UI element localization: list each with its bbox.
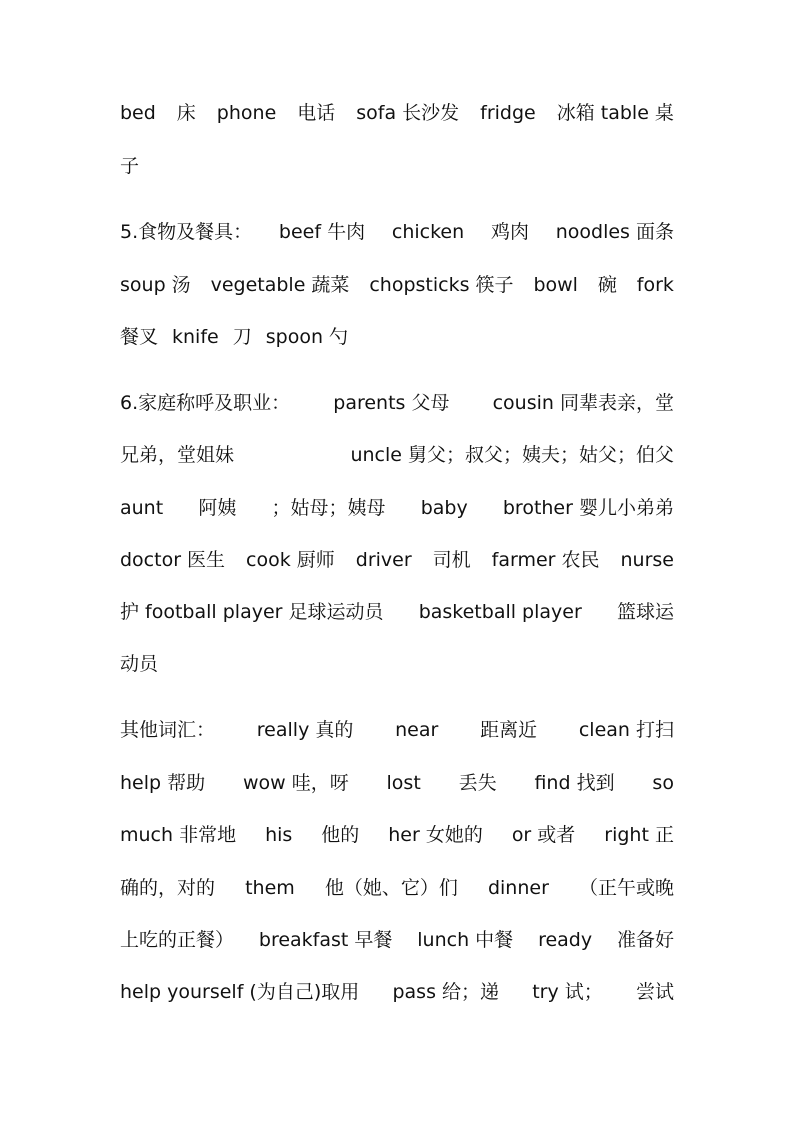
text-line (120, 978, 674, 1006)
vocab-token: phone (216, 102, 277, 124)
text-line (120, 598, 674, 626)
vocab-token: bed (120, 102, 156, 124)
vocab-token: 5.食物及餐具： (120, 221, 253, 243)
vocab-token: so (652, 772, 674, 794)
text-line (120, 323, 674, 351)
text-line (120, 494, 674, 522)
text-line (120, 821, 674, 849)
vocab-token: uncle 舅父；叔父；姨夫；姑父；伯父 (350, 444, 674, 466)
vocab-token: wow 哇，呀 (242, 772, 349, 794)
vocab-token: knife (172, 326, 219, 348)
text-line (120, 926, 674, 954)
vocab-token: 尝试 (635, 981, 674, 1003)
vocab-token: or 或者 (511, 824, 576, 846)
vocab-token: aunt (120, 497, 164, 519)
vocab-token: chopsticks 筷子 (369, 274, 514, 296)
vocab-token: baby (420, 497, 468, 519)
vocab-token: help 帮助 (120, 772, 206, 794)
vocab-token: 上吃的正餐） (120, 929, 235, 951)
vocab-token: much 非常地 (120, 824, 237, 846)
vocab-token: doctor 医生 (120, 549, 226, 571)
vocab-token: dinner (487, 877, 549, 899)
vocab-token: 子 (120, 155, 140, 177)
vocab-token: clean 打扫 (578, 719, 674, 741)
vocab-token: sofa 长沙发 (356, 102, 460, 124)
vocab-token: 鸡肉 (490, 221, 529, 243)
vocab-token: near (395, 719, 439, 741)
vocab-token: nurse (620, 549, 674, 571)
vocab-token: fridge (480, 102, 536, 124)
vocab-token: beef 牛肉 (278, 221, 366, 243)
vocab-token: pass 给；递 (392, 981, 500, 1003)
vocab-token: 阿姨 (198, 497, 237, 519)
text-line (120, 874, 674, 902)
text-line (120, 389, 674, 417)
vocab-token: 他的 (321, 824, 360, 846)
vocab-token: cook 厨师 (246, 549, 335, 571)
vocab-token: 电话 (297, 102, 336, 124)
vocab-token: ready (538, 929, 593, 951)
vocab-token: brother 婴儿小弟弟 (502, 497, 674, 519)
text-line (120, 441, 674, 469)
vocab-token: find 找到 (534, 772, 615, 794)
vocab-token: 丢失 (458, 772, 497, 794)
vocab-token: fork (636, 274, 674, 296)
vocab-token: vegetable 蔬菜 (210, 274, 350, 296)
text-line (120, 152, 674, 180)
text-line (120, 218, 674, 246)
vocab-token: ；姑母；姨母 (271, 497, 386, 519)
text-line (120, 99, 674, 127)
vocab-token: farmer 农民 (491, 549, 600, 571)
vocab-token: them (245, 877, 295, 899)
vocab-token: chicken (391, 221, 465, 243)
vocab-token: 餐叉 (120, 326, 159, 348)
vocab-token: his (265, 824, 293, 846)
text-line (120, 546, 674, 574)
vocab-token: 冰箱 table 桌 (556, 102, 674, 124)
vocab-token: 兄弟，堂姐妹 (120, 444, 235, 466)
vocab-token: noodles 面条 (555, 221, 674, 243)
vocab-token: lunch 中餐 (417, 929, 514, 951)
vocab-token: 司机 (432, 549, 471, 571)
vocab-token: spoon 勺 (265, 326, 349, 348)
vocab-token: lost (386, 772, 421, 794)
vocab-token: 篮球运 (616, 601, 674, 623)
vocab-token: basketball player (418, 601, 582, 623)
vocab-token: 动员 (120, 653, 159, 675)
text-line (120, 769, 674, 797)
vocab-token: 6.家庭称呼及职业： (120, 392, 291, 414)
text-line (120, 650, 674, 678)
vocab-token: 准备好 (616, 929, 674, 951)
vocab-token: help yourself (为自己)取用 (120, 981, 360, 1003)
text-line (120, 271, 674, 299)
vocab-token: cousin 同辈表亲，堂 (492, 392, 674, 414)
vocab-token: bowl (533, 274, 578, 296)
vocab-token: 确的，对的 (120, 877, 216, 899)
vocab-token: 其他词汇： (120, 719, 216, 741)
vocab-token: really 真的 (256, 719, 354, 741)
vocab-token: parents 父母 (333, 392, 450, 414)
vocab-token: right 正 (604, 824, 674, 846)
vocab-token: breakfast 早餐 (258, 929, 393, 951)
vocab-token: try 试； (532, 981, 603, 1003)
vocab-token: soup 汤 (120, 274, 191, 296)
vocab-token: （正午或晚 (578, 877, 674, 899)
vocab-token: 床 (176, 102, 196, 124)
vocab-token: driver (355, 549, 412, 571)
vocab-token: 距离近 (480, 719, 538, 741)
text-line (120, 716, 674, 744)
vocab-token: 碗 (597, 274, 617, 296)
vocab-token: 刀 (232, 326, 252, 348)
vocab-token: her 女她的 (388, 824, 483, 846)
vocab-token: 他（她、它）们 (324, 877, 458, 899)
vocab-token: 护 football player 足球运动员 (120, 601, 384, 623)
